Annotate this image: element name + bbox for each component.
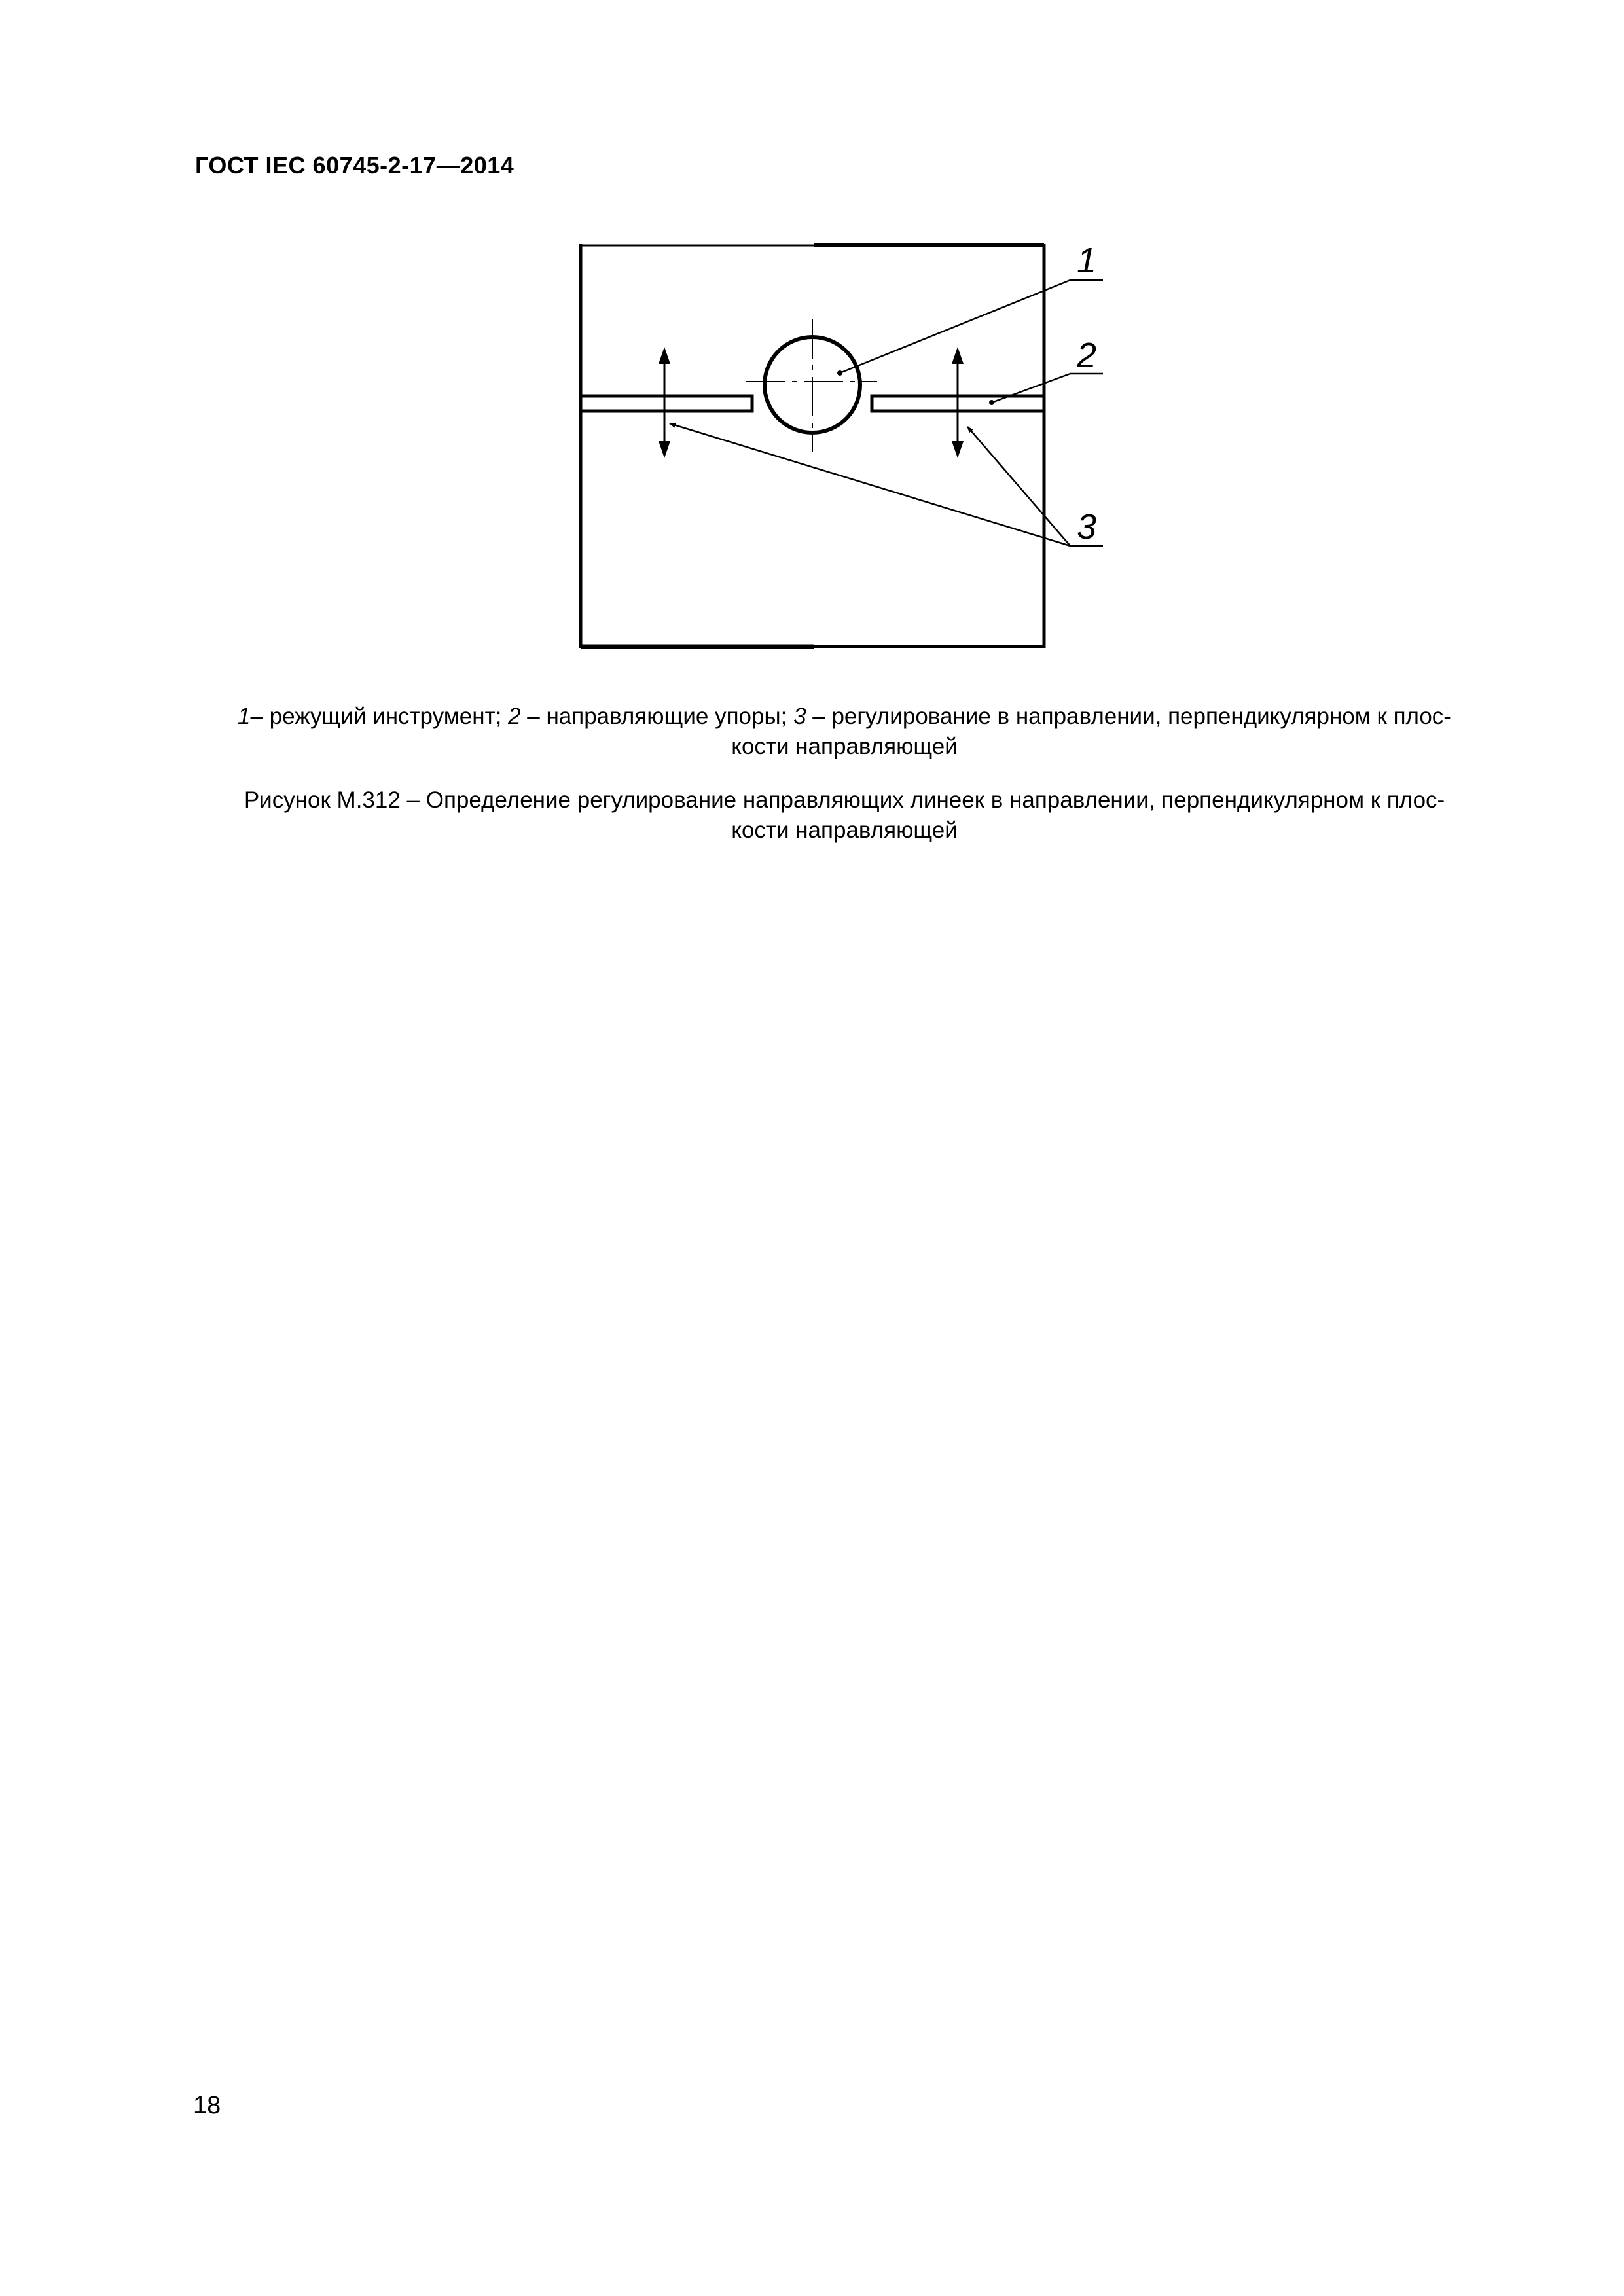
legend-item-2-number: 2 [508, 704, 521, 729]
cutting-tool [746, 319, 877, 452]
legend-item-3-text: – регулирование в направлении, перпендикулярном к плос- [806, 704, 1451, 729]
legend-line-1 [196, 702, 1492, 732]
figure-label-1: 1 [1076, 241, 1097, 280]
guide-stop-left [581, 396, 752, 411]
legend-line-2: кости направляющей [731, 734, 958, 759]
adjustment-arrow-right [952, 347, 964, 458]
leader-lines [670, 280, 1103, 546]
figure-caption-line-2: кости направляющей [731, 817, 958, 843]
legend-item-1-number: 1 [238, 704, 251, 729]
leader-dot-1 [837, 370, 842, 376]
figure-label-2: 2 [1076, 336, 1097, 375]
page-number: 18 [193, 2092, 221, 2119]
legend-item-1-text: – режущий инструмент; [250, 704, 509, 729]
adjustment-arrow-left [659, 347, 670, 458]
figure-label-3: 3 [1076, 507, 1097, 547]
figure-legend [196, 702, 1492, 762]
legend-item-3-number: 3 [793, 704, 806, 729]
figure-guide-adjustment-diagram [0, 0, 1624, 681]
leader-dot-2 [989, 400, 994, 405]
figure-caption [196, 785, 1492, 846]
figure-caption-line-1: Рисунок М.312 – Определение регулирование направляющих линеек в направлении, перпендикулярном к плос- [244, 787, 1445, 813]
document-header-code: ГОСТ IEC 60745-2-17—2014 [195, 152, 514, 179]
legend-item-2-text: – направляющие упоры; [520, 704, 794, 729]
